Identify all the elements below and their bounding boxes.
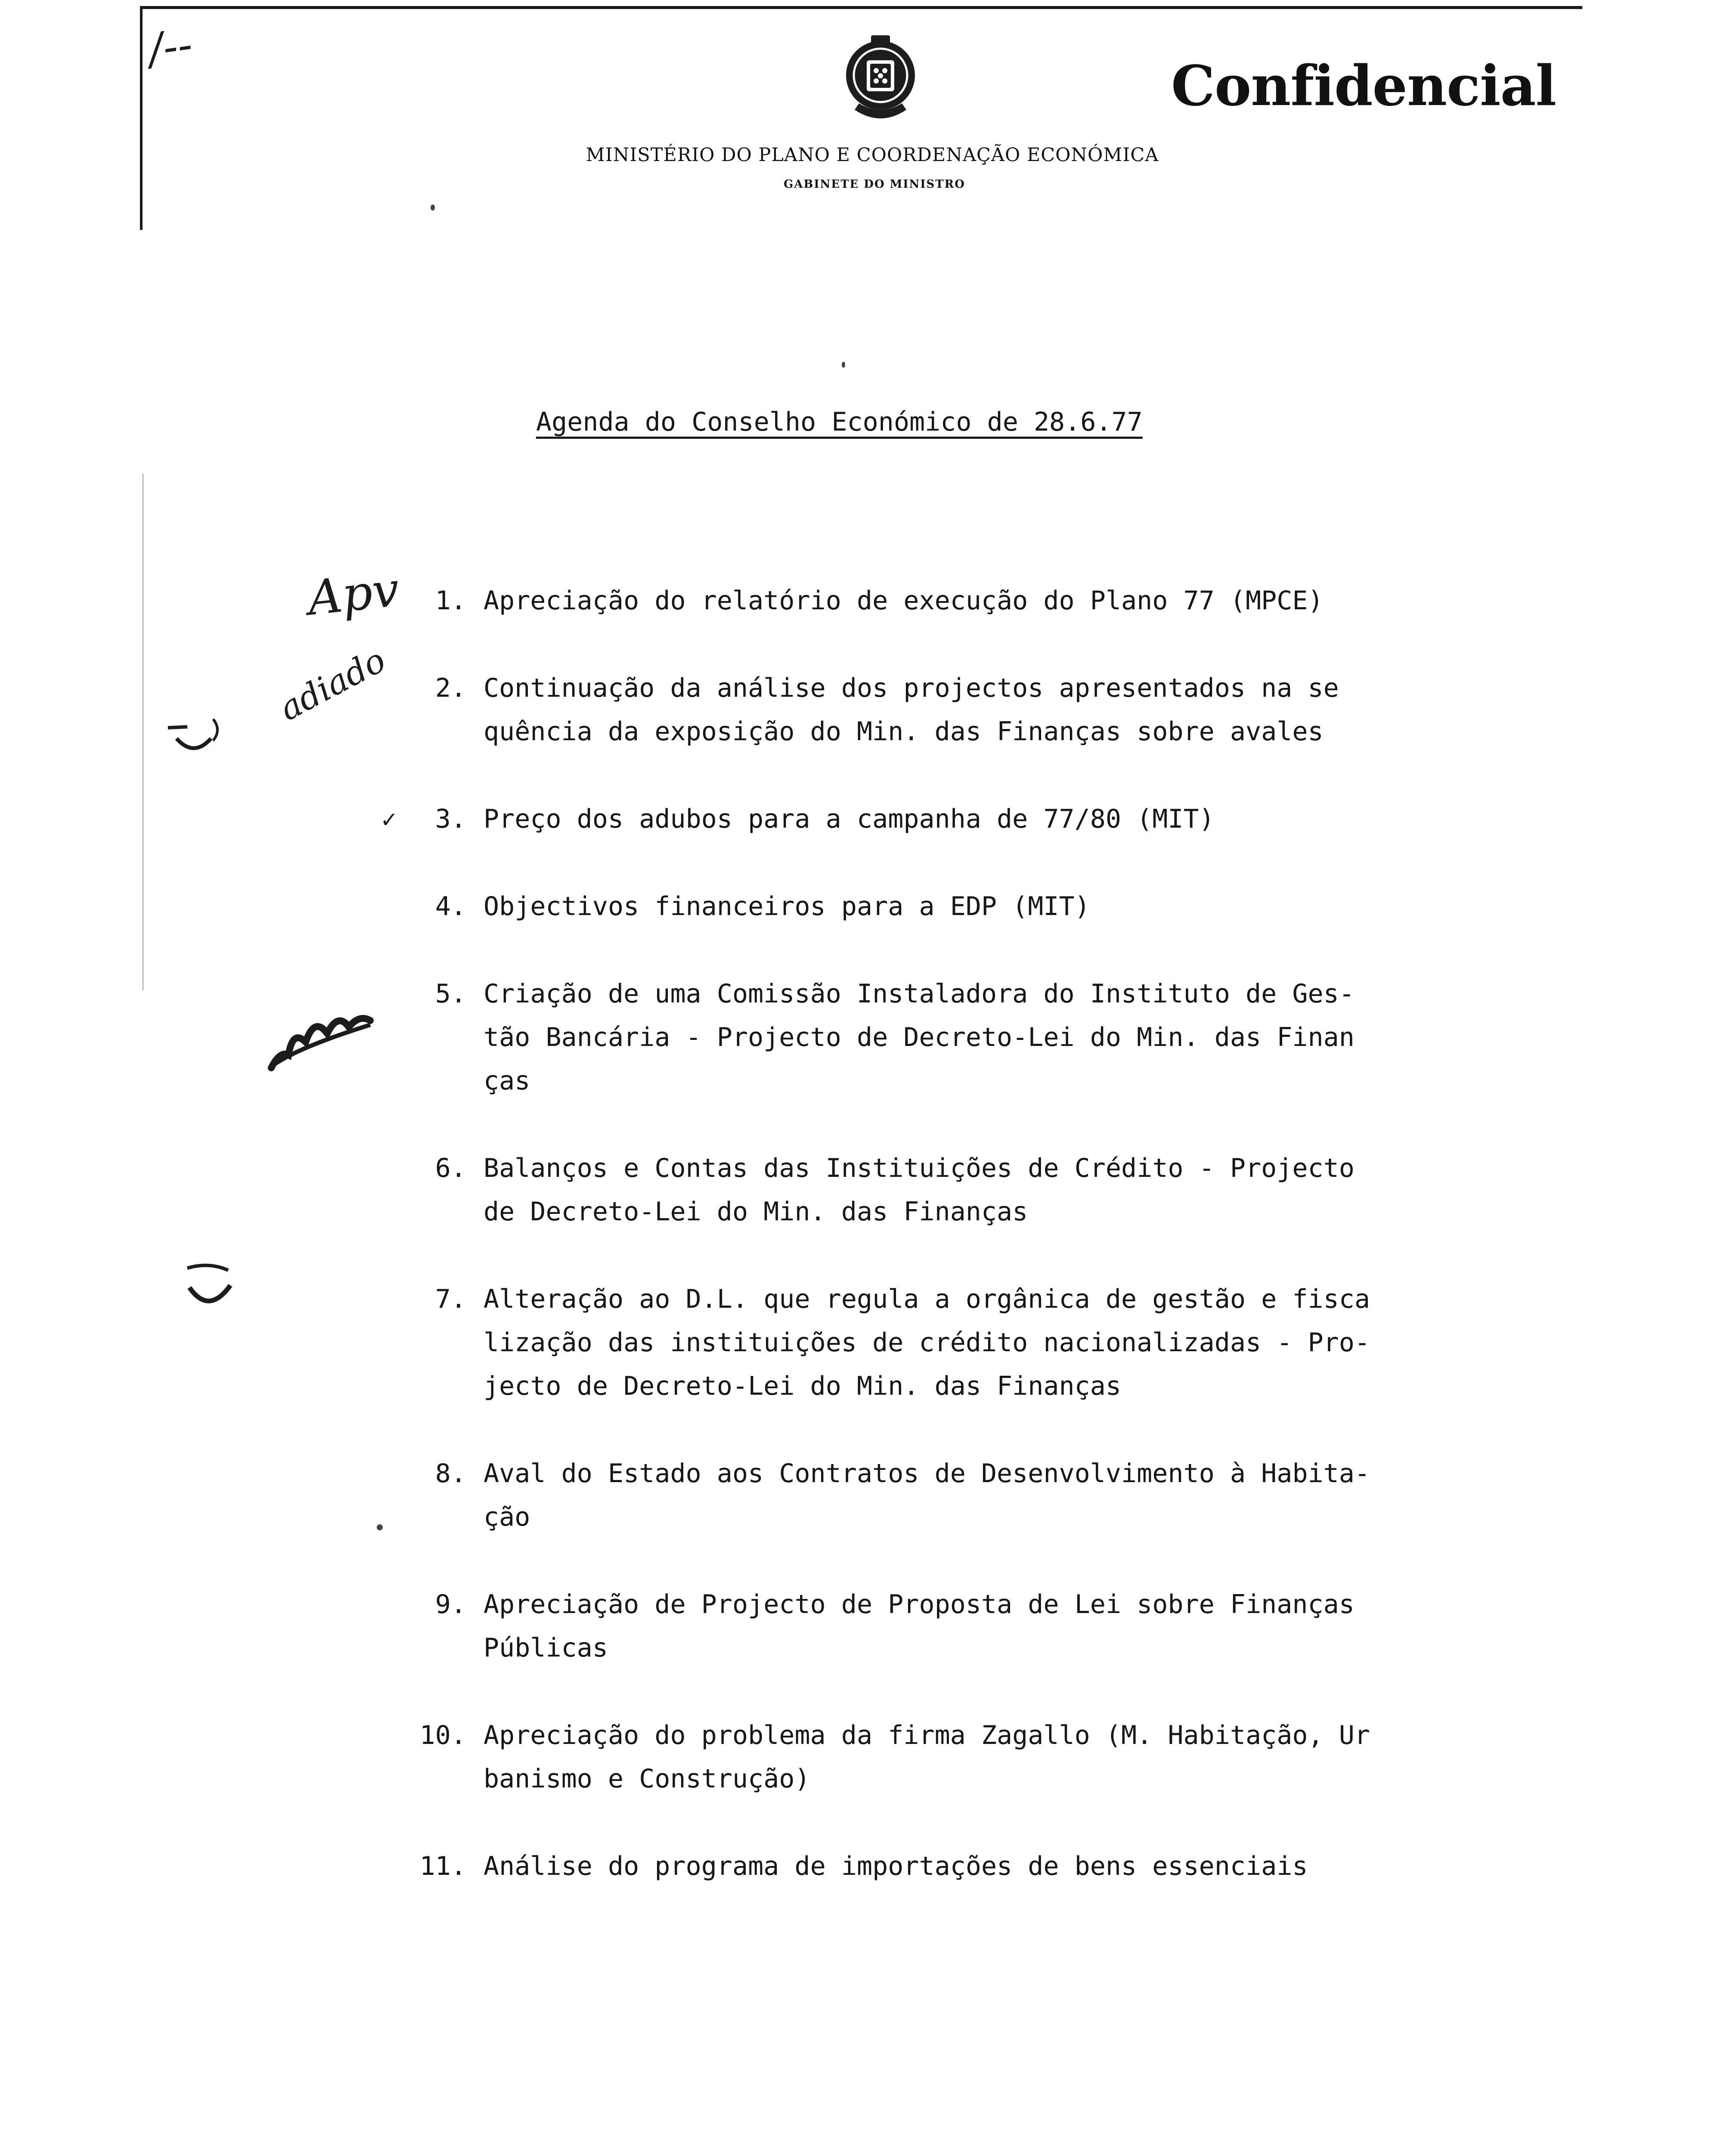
agenda-item-text — [466, 667, 1490, 754]
cabinet-subheading: GABINETE DO MINISTRO — [784, 178, 965, 191]
agenda-item-line: de Decreto-Lei do Min. das Finanças — [484, 1197, 1028, 1227]
agenda-item-number: 3. — [435, 804, 466, 834]
agenda-item — [388, 972, 1490, 1103]
agenda-item-number: 11. — [419, 1851, 466, 1881]
agenda-item-line: tão Bancária - Projecto de Decreto-Lei do Min. das Finan — [484, 1022, 1355, 1052]
agenda-item-number: 8. — [435, 1458, 466, 1489]
left-border-line — [140, 6, 143, 230]
agenda-item — [388, 1845, 1490, 1888]
handwritten-corner-mark: /-- — [145, 19, 195, 75]
agenda-list — [388, 579, 1490, 1932]
agenda-item-line: Criação de uma Comissão Instaladora do Instituto de Ges- — [484, 979, 1355, 1009]
agenda-item-text — [466, 972, 1490, 1103]
agenda-item-text — [466, 1714, 1490, 1801]
handwritten-note-item-1: Apv — [305, 562, 402, 626]
agenda-title: Agenda do Conselho Económico de 28.6.77 — [536, 407, 1143, 437]
agenda-item-line: Preço dos adubos para a campanha de 77/80 (MIT) — [484, 804, 1215, 834]
agenda-item-number: 10. — [419, 1720, 466, 1750]
agenda-item-number: 6. — [435, 1153, 466, 1183]
agenda-item — [388, 1278, 1490, 1408]
agenda-item-line: Alteração ao D.L. que regula a orgânica de gestão e fisca — [484, 1284, 1370, 1314]
agenda-item — [388, 1583, 1490, 1670]
agenda-item-line: Apreciação do problema da firma Zagallo (M. Habitação, Ur — [484, 1720, 1370, 1750]
agenda-item-text — [466, 797, 1490, 841]
coat-of-arms-seal-icon — [829, 30, 932, 133]
agenda-item-line: Apreciação do relatório de execução do Plano 77 (MPCE) — [484, 586, 1324, 616]
agenda-item-line: jecto de Decreto-Lei do Min. das Finanças — [484, 1371, 1122, 1401]
agenda-item — [388, 1147, 1490, 1234]
agenda-item-line: Continuação da análise dos projectos apresentados na se — [484, 673, 1339, 703]
agenda-item-number: 9. — [435, 1589, 466, 1619]
ministry-heading: MINISTÉRIO DO PLANO E COORDENAÇÃO ECONÓMICA — [586, 144, 1159, 166]
agenda-item-line: ção — [484, 1502, 530, 1532]
agenda-item-text — [466, 579, 1490, 623]
agenda-item-number: 5. — [435, 979, 466, 1009]
agenda-item-text — [466, 885, 1490, 928]
confidential-stamp: Confidencial — [1171, 54, 1556, 118]
agenda-item-line: Públicas — [484, 1633, 608, 1663]
agenda-item-line: lização das instituições de crédito nacionalizadas - Pro- — [484, 1328, 1370, 1358]
agenda-item-line: Análise do programa de importações de bens essenciais — [484, 1851, 1308, 1881]
agenda-item-line: banismo e Construção) — [484, 1764, 810, 1794]
agenda-item-text — [466, 1845, 1490, 1888]
agenda-item-number: 4. — [435, 891, 466, 921]
agenda-item-text — [466, 1583, 1490, 1670]
top-border-line — [140, 6, 1582, 9]
agenda-item-number: 1. — [435, 586, 466, 616]
agenda-item-number: 2. — [435, 673, 466, 703]
scan-speck — [842, 362, 845, 368]
agenda-item-line: quência da exposição do Min. das Finanças sobre avales — [484, 717, 1324, 747]
handwritten-curve-mark — [181, 1262, 250, 1318]
agenda-item-text — [466, 1147, 1490, 1234]
handwritten-bracket-mark — [164, 706, 232, 766]
handwritten-check-mark: ✓ — [380, 807, 398, 832]
page-edge-shadow — [142, 474, 144, 990]
agenda-item — [388, 579, 1490, 623]
handwritten-note-item-2: adiado — [273, 641, 392, 729]
handwritten-scribble-mark — [263, 1003, 383, 1076]
agenda-item — [388, 1452, 1490, 1539]
agenda-item-text — [466, 1452, 1490, 1539]
agenda-item-line: Aval do Estado aos Contratos de Desenvolvimento à Habita- — [484, 1458, 1370, 1489]
agenda-item — [388, 667, 1490, 754]
agenda-item-line: Balanços e Contas das Instituições de Crédito - Projecto — [484, 1153, 1355, 1183]
scan-speck — [431, 205, 435, 211]
scan-speck — [377, 1524, 383, 1530]
agenda-item — [388, 1714, 1490, 1801]
agenda-item-text — [466, 1278, 1490, 1408]
agenda-item — [388, 885, 1490, 928]
agenda-item — [388, 797, 1490, 841]
agenda-item-number: 7. — [435, 1284, 466, 1314]
agenda-item-line: Objectivos financeiros para a EDP (MIT) — [484, 891, 1090, 921]
agenda-item-line: Apreciação de Projecto de Proposta de Lei sobre Finanças — [484, 1589, 1355, 1619]
agenda-item-line: ças — [484, 1066, 530, 1096]
